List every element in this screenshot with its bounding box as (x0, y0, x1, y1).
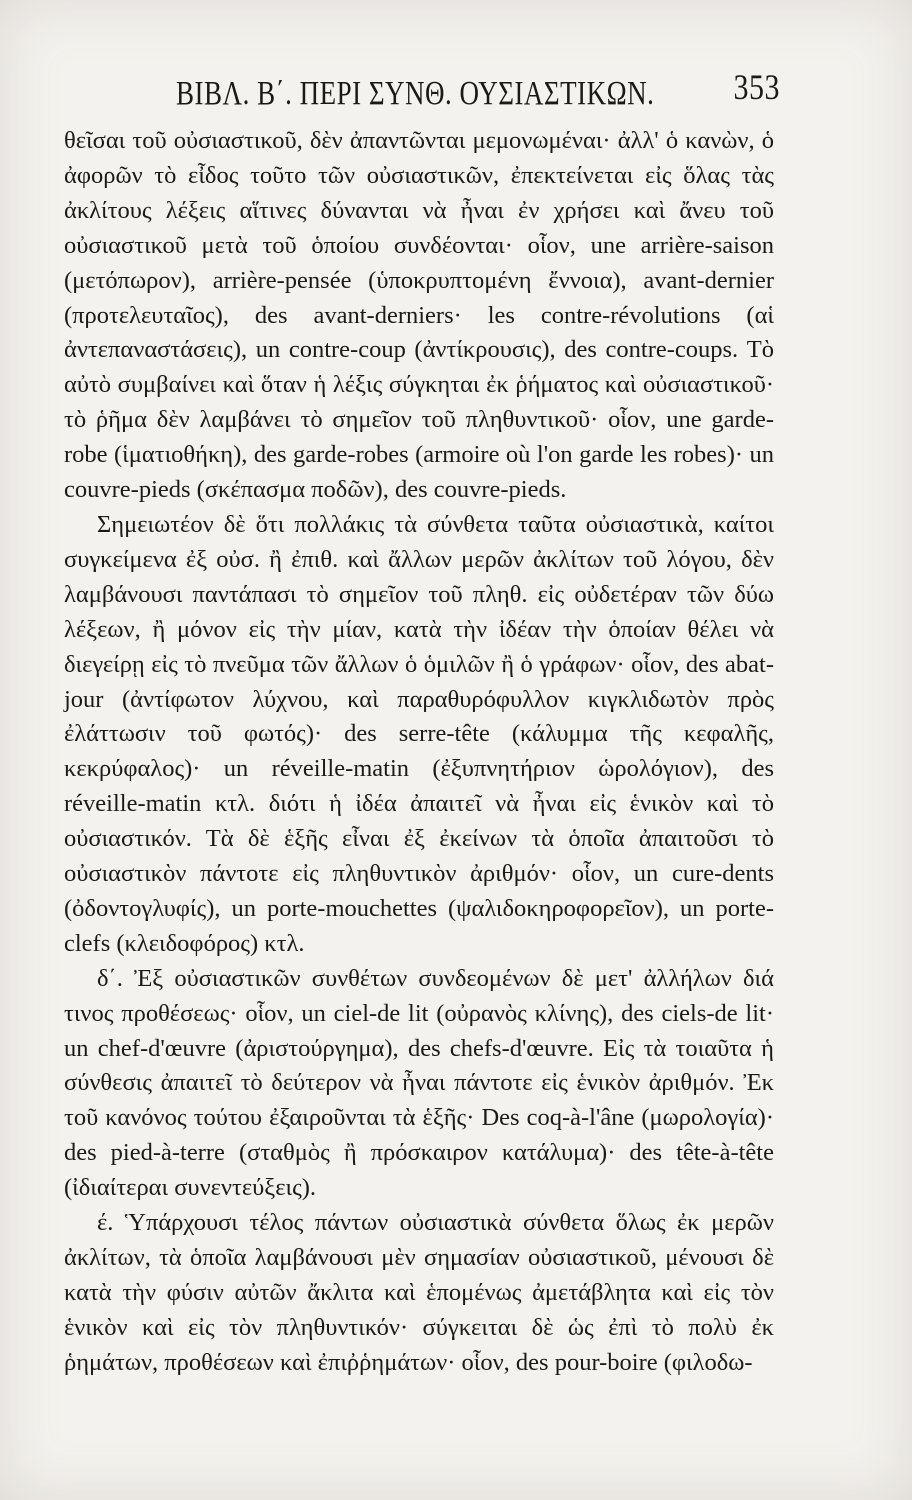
running-title: ΒΙΒΛ. Β΄. ΠΕΡΙ ΣΥΝΘ. ΟΥΣΙΑΣΤΙΚΩΝ. (176, 74, 655, 112)
page-body (64, 124, 774, 1454)
paragraph-3: δ΄. Ἐξ οὐσιαστικῶν συνθέτων συνδεομένων δὲ μετ' ἀλλήλων διά τινος προθέσεως· οἷον, un ciel-de lit (οὐρανὸς κλίνης), des ciels-de lit· un chef-d'œuvre (ἀριστούργημα), des chefs-d'œuvre. Εἰς τὰ τοιαῦτα ἡ σύνθεσις ἀπαιτεῖ τὸ δεύτερον νὰ ἦναι πάντοτε εἰς ἑνικὸν ἀριθμόν. Ἐκ τοῦ κανόνος τούτου ἐξαιροῦνται τὰ ἑξῆς· Des coq-à-l'âne (μωρολογία)· des pied-à-terre (σταθμὸς ἢ πρόσκαιρον κατάλυμα)· des tête-à-tête (ἰδιαίτεραι συνεντεύξεις). (64, 964, 774, 1202)
paragraph-2: Σημειωτέον δὲ ὅτι πολλάκις τὰ σύνθετα ταῦτα οὐσιαστικὰ, καίτοι συγκείμενα ἐξ οὐσ. ἢ ἐπιθ. καὶ ἄλλων μερῶν ἀκλίτων τοῦ λόγου, δὲν λαμβάνουσι παντάπασι τὸ σημεῖον τοῦ πληθ. εἰς οὐδετέραν τῶν δύω λέξεων, ἢ μόνον εἰς τὴν μίαν, κατὰ τὴν ἰδέαν τὴν ὁποίαν θέλει νὰ διεγείρῃ εἰς τὸ πνεῦμα τῶν ἄλλων ὁ ὁμιλῶν ἢ ὁ γράφων· οἷον, des abat-jour (ἀντίφωτον λύχνου, καὶ παραθυρόφυλλον κιγκλιδωτὸν πρὸς ἐλάττωσιν τοῦ φωτός)· des serre-tête (κάλυμμα τῆς κεφαλῆς, κεκρύφαλος)· un réveille-matin (ἐξυπνητήριον ὡρολόγιον), des réveille-matin κτλ. διότι ἡ ἰδέα ἀπαιτεῖ νὰ ἦναι εἰς ἑνικὸν καὶ τὸ οὐσιαστικόν. Τὰ δὲ ἑξῆς εἶναι ἐξ ἐκείνων τὰ ὁποῖα ἀπαιτοῦσι τὸ οὐσιαστικὸν πάντοτε εἰς πληθυντικὸν ἀριθμόν· οἷον, un cure-dents (ὀδοντογλυφίς), un porte-mouchettes (ψαλιδοκηροφορεῖον), un porte-clefs (κλειδοφόρος) κτλ. (64, 510, 774, 957)
paragraph-1: θεῖσαι τοῦ οὐσιαστικοῦ, δὲν ἀπαντῶνται μεμονωμέναι· ἀλλ' ὁ κανὼν, ὁ ἀφορῶν τὸ εἶδος τοῦτο τῶν οὐσιαστικῶν, ἐπεκτείνεται εἰς ὅλας τὰς ἀκλίτους λέξεις αἵτινες δύνανται νὰ ἦναι ἐν χρήσει καὶ ἄνευ τοῦ οὐσιαστικοῦ μετὰ τοῦ ὁποίου συνδέονται· οἷον, une arrière-saison (μετόπωρον), arrière-pensée (ὑποκρυπτομένη ἔννοια), avant-dernier (προτελευταῖος), des avant-derniers· les contre-révolutions (αἱ ἀντεπαναστάσεις), un contre-coup (ἀντίκρουσις), des contre-coups. Τὸ αὐτὸ συμβαίνει καὶ ὅταν ἡ λέξις σύγκηται ἐκ ῥήματος καὶ οὐσιαστικοῦ· τὸ ῥῆμα δὲν λαμβάνει τὸ σημεῖον τοῦ πληθυντικοῦ· οἷον, une garde-robe (ἱματιοθήκη), des garde-robes (armoire où l'on garde les robes)· un couvre-pieds (σκέπασμα ποδῶν), des couvre-pieds. (64, 127, 774, 504)
paragraph-4: έ. Ὑπάρχουσι τέλος πάντων οὐσιαστικὰ σύνθετα ὅλως ἐκ μερῶν ἀκλίτων, τὰ ὁποῖα λαμβάνουσι μὲν σημασίαν οὐσιαστικοῦ, μένουσι δὲ κατὰ τὴν φύσιν αὐτῶν ἄκλιτα καὶ ἑπομένως ἀμετάβλητα καὶ εἰς τὸν ἑνικὸν καὶ εἰς τὸν πληθυντικόν· σύγκειται δὲ ὡς ἐπὶ τὸ πολὺ ἐκ ῥημάτων, προθέσεων καὶ ἐπιῤῥημάτων· οἷον, des pour-boire (φιλοδω- (64, 1209, 774, 1376)
running-header (176, 68, 780, 112)
page-number: 353 (733, 68, 780, 108)
